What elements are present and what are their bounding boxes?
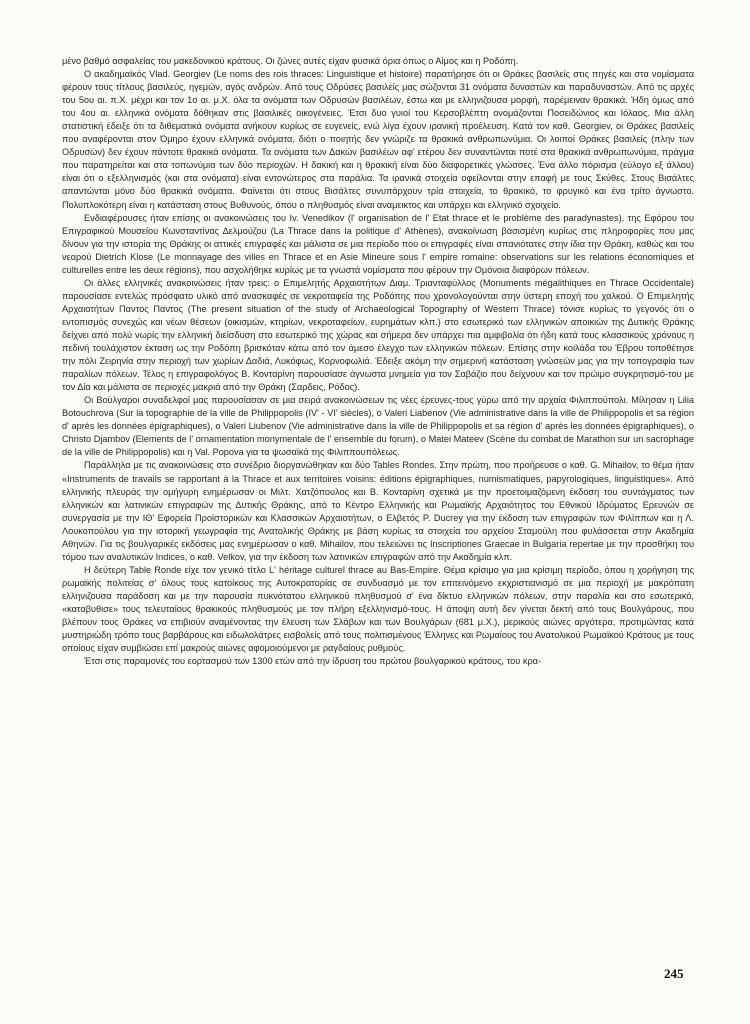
body-text	[62, 55, 694, 668]
paragraph: Έτσι στις παραμονές του εορτασμού των 1300 ετών από την ίδρυση του πρώτου βουλγαρικού κράτους, του κρα-	[84, 656, 542, 667]
paragraph-continuation: μένο βαθμό ασφαλείας του μακεδονικού κράτους. Οι ζώνες αυτές είχαν φυσικά όρια όπως ο Αίμος και η Ροδόπη.	[62, 56, 519, 66]
paragraph: Οι Βούλγαροι συναδελφοί μας παρουσίασαν σε μια σειρά ανακοινώσεων τις νέες έρευνες-τους γύρω από την αρχαία Φιλιππούπολι. Μίλησαν η Lilia Botouchrova (Sur la topographie de la ville de Philippopolis (IV' - VI' siècles), ο Valeri Liabenov (Vie administrative dans la ville de Philippopolis et sa région d' après les données épigraphiques), ο Valeri Liubenov (Vie administrative dans la ville de Philippopolis et sa région d' après les données épigraphiques), ο Christo Djambov (Elements de l' ornamentation monymentale de l' ensemble du forum), ο Matei Mateev (Scène du combat de Marathon sur un sacrophage de la ville de Philippopolis) και η Val. Popova για τα ψωσαϊκά της Φιλιππουπόλεως.	[62, 395, 694, 458]
paragraph: Η δεύτερη Table Ronde είχε τον γενικό τίτλο L' héritage culturel thrace au Bas-Empire. Θέμα κρίσιμο για μια κρίσιμη περίοδο, όπου η χορήγηση της ρωμαϊκής πολιτείας σ' όλους τους κατοίκους της Αυτοκρατορίας σε συνδυασμό με τον επιτεινόμενο εκχριστιανισμό σε μια περιοχή με μακρόπατη ελληνιζουσα παράδοση και με την παρουσία πυκνότατου ελληνικού πληθυσμού σ' ένα δίκτυο ελληνικών πόλεων, στην παραλία και στο εσωτερικό, «καταβυθισε» τους τελευταίους θρακικούς πληθυσμούς με τον πλήρη εξελληνισμό-τους. Η άποψη αυτή δεν γίνεται δεκτή από τους Βουλγάρους, που βλέπουν τους Θράκες να επιβιούν αναμένοντας την έλευση των Σλάβων και των Βουλγάρων (681 μ.Χ.), μερικούς αιώνες αργότερα, προτιμώντας κατά μυστηριώδη τρόπο τους βαρβάρους και ειδωλολάτρες εισβολείς από τους πολιτισμένους Έλληνες και Ρωμαίους του Ανατολικού Ρωμαϊκού Κράτους με τους οποίους είχαν συμβιώσει επί μακρούς αιώνες αφομοιούμενοι με ραγδαίους ρυθμούς.	[62, 564, 694, 654]
page-number: 245	[664, 966, 684, 981]
paragraph: Ο ακαδημαϊκός Vlad. Georgiev (Le noms des rois thraces: Linguistique et histoire) παρατήρησε ότι οι Θράκες βασιλείς στις πηγές και στα νομίσματα φέρουν τους τίτλους βασιλεύς, ηγεμών, αγός ανδρών. Από τους Οδρύσες βασιλείς μας σώζονται 31 ονόματα δυναστών και παραδυναστών. Από τις αρχές του 5ου αι. π.Χ. μέχρι και τον 1ο αι. μ.Χ. όλα τα ονόματα των Οδρυσών βασιλέων, έστω και με ελληνιζουσα μορφή, παρέμειναν θρακικά. Ήδη όμως από του 4ου αι. ελληνικά ονόματα δόθηκαν στις βασιλικές οικογένειες. Έτσι δυο γυιοί του Κερσοβλέπτη ονομάζονται Ποσειδώνιος και Ιόλαος. Μια άλλη στατιστική έδειξε ότι τα διθεματικά ονόματα ανήκουν κυρίως σε ευγενείς, ενώ λίγα έχουν ιρανική προέλευση. Κατά τον καθ. Georgiev, οι Θράκες βασιλείς που αναφέρονται στον Όμηρο έχουν ελληνικά ονόματα, διότι ο ποιητής δεν γνώριζε τα θρακικά ανθρωπωνύμια. Οι λοιποί Θράκες βασιλείς (πλην των Οδρυσών) δεν έχουν πάντοτε θρακικά ονόματα. Τα ονόματα των Δακών βασιλέων αφ' ετέρου δεν συναντώνται ποτέ στα θρακικά ανθρωπωνύμια, πράγμα που παρατηρείται και στα τοπωνύμια των δύο περιοχών. Η δακική και η θρακική είναι δύο διαφορετικές γλώσσες. Ένα άλλο πόρισμα (εύλογο εξ άλλου) είναι ότι ο εξελληνισμός (και στα ονόματα) είναι εντονώτερος στα παράλια. Τα ιρανικά στοιχεία οφείλονται στην επαφή με τους Σκύθες. Στους Βισάλτες απαντώνται μόνο δύο θρακικά ονόματα. Φαίνεται ότι στους Βισάλτες συνυπάρχουν τρία στοιχεία, το θρακικό, το φρυγικό και ένα τρίτο άγνωστο. Πολυπλοκότερη είναι η κατάσταση στους Βυθυνούς, όπου ο πληθυσμός είναι αναμεικτος και υπάρχει και ελληνικό σχοιχείο.	[62, 69, 694, 210]
paragraph: Παράλληλα με τις ανακοινώσεις στο συνέδριο διοργανώθηκαν και δύο Tables Rondes. Στην πρώτη, που πρoήρευσε ο καθ. G. Mihailov, το θέμα ήταν «Instruments de travails se rapportant à la Thrace et aux territoires voisins: éditions épigraphiques, numismatiques, papyrologiques, linguistiques». Από ελληνικής πλευράς την ομήγυρη ενημέρωσαν οι Μιλτ. Χατζόπουλος και Β. Κονταρίνη σχετικά με την προετοιμαζόμενη έκδοση του συντάγματος των ελληνικών και λατινικών επιγραφών της Δυτικής Θράκης, από το Κέντρο Ελληνικής και Ρωμαϊκής Αρχαιότητος του Εθνικού Ιδρύματος Ερευνών σε συνεργασία με την ΙΘ' Εφορεία Προϊστορικών και Κλασσικών Αρχαιοτήτων, ο Ελβετός Ρ. Ducrey για την έκδοση των επιγραφών των Φιλίππων και η Λ. Λουκοπούλου για την ιστορική γεωγραφία της Ανατολικής Θράκης με βάση κυρίως τα στοιχεία του αρχείου Σταμούλη που φυλάσσεται στην Ακαδημία Αθηνών. Για τις βουλγαρικές εκδόσεις μας ενημέρωσαν ο καθ. Mihailov, που τελειώνει τις Inscriptiones Graecae in Bulgaria repertae με την προσθήκη του τόμου των αναλυτικών Indices, ο καθ. Velkov, για την έκδοση των λατινικών επιγραφών από την Ακαδημία κλπ.	[62, 460, 694, 562]
paragraph: Ενδιαφέρουσες ήταν επίσης οι ανακοινώσεις του Iv. Venedikov (l' organisation de l' Etat thrace et le problème des paradynastes), της Εφόρου του Επιγραφικού Μουσείου Κωνσταντίνας Δελμούζου (La Thrace dans la politique d' Athènes), ανακοίνωση βασισμένη κυρίως στις πληροφορίες που μας δίνουν για την ιστορία της Θράκης οι αττικές επιγραφές και μάλιστα σε μια περίοδο που οι επιγραφές είναι σπανιότατες στην ίδια την Θράκη, καθώς και του νεαρού Dietrich Klose (Le monnayage des villes en Thrace et en Asie Mineure sous l' empire romaine: observations sur les relations économiques et culturelles entre les deux régions), που ασχολήθηκε κυρίως με τα γνωστά νομίσματα που φέρουν την Ομόνοια διαφόρων πόλεων.	[62, 212, 694, 275]
paragraph: Οι άλλες ελληνικές ανακοινώσεις ήταν τρεις: ο Επιμελητής Αρχαιοτήτων Διαμ. Τριανταφύλλος (Monuments mégalithiques en Thrace Occidentale) παρουσίασε εντελώς πρόσφατο υλικό από ανασκαφές σε νεκροταφεία της Ροδόπης που χρονολογούνται στην ύστερη εποχή του χαλκού. Ο Επιμελητής Αρχαιοτήτων Παντος Παντος (The present situation of the study of Archaeological Topography of Western Thrace) τόνισε κυρίως το γεγονός ότι ο εντοπισμός συνεχώς και νέων θέσεων (οικισμών, κτηρίων, νεκροταφείων, ευρημάτων κλπ.) στο εσωτερικό των ελληνικών αποικιών της Δυτικής Θράκης δείχνει από πολύ νωρίς την ελληνική διείσδυση στο εσωτερικό της χώρας και σήμερα δεν υπάρχει πια αμφιβολία ότι ήδη κατά τους κλασσικούς χρόνους η πεδινή τουλάχιστον έκταση ως την Ροδόπη βρισκόταν κάτω από τον άμεσο έλεγχο των ελληνικών πόλεων. Επίσης στην κοιλάδα του Έβρου τοποθέτησε την πόλι Ζειρηνία στην περιοχή των χωρίων Δαδιά, Λυκόφως, Κορνοφωλιά. Έδειξε ακόμη την σημερινή κατάσταση γνώσεών μας για την τοπογραφία των παραλίων πόλεων. Τέλος η επιγραφολόγος Β. Κονταρίνη παρουσίασε άγνωστα μνημεία για τον Σαβάζιο που δείχνουν και τον πρώιμο συγκρητισμό-του με τον Δία και μάλιστα σε περιοχές μακριά από την Θράκη (Σαρδεις, Ρόδος).	[62, 277, 694, 393]
